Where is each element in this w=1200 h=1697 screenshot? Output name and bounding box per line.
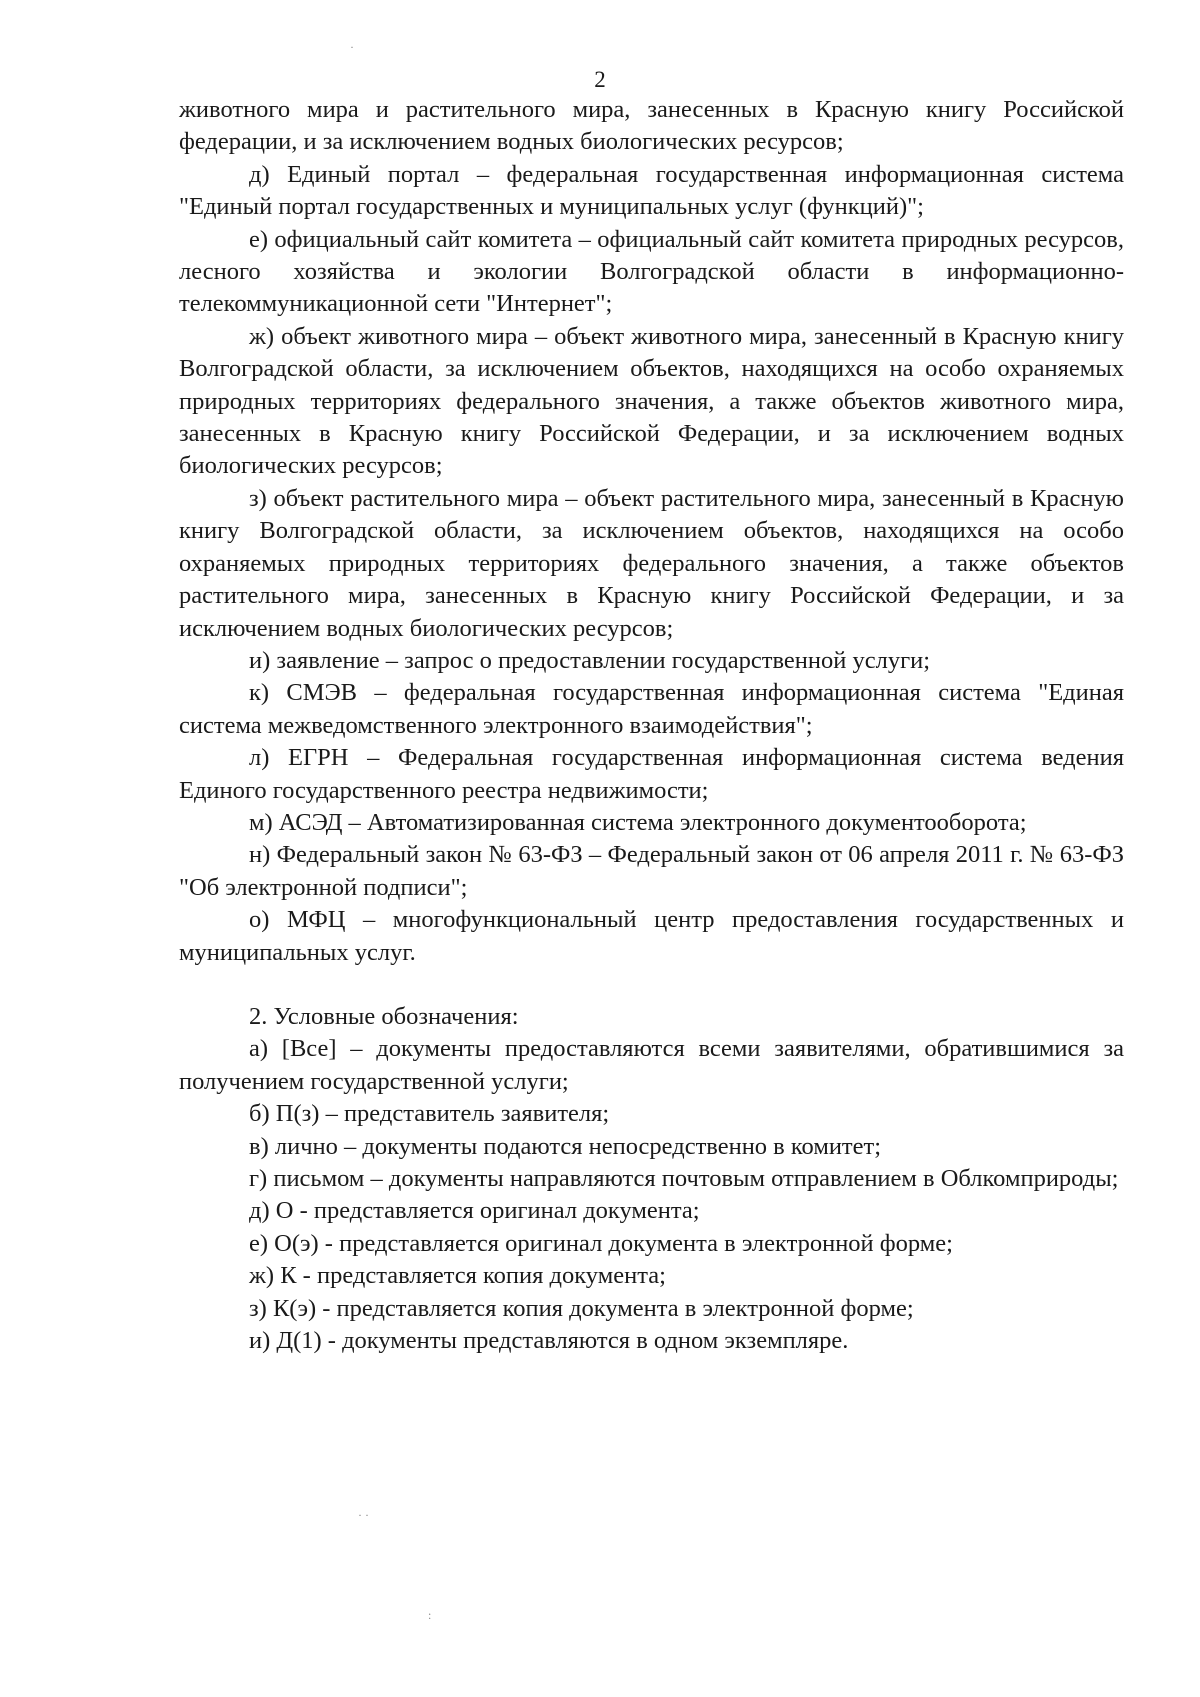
paragraph: д) Единый портал – федеральная государственная информационная система "Единый портал государственных и муниципальных услуг (функций)"; (179, 160, 1124, 221)
paragraph: м) АСЭД – Автоматизированная система электронного документооборота; (249, 808, 1027, 836)
paragraph: з) объект растительного мира – объект растительного мира, занесенный в Красную книгу Волгоградской области, за исключением объектов, находящихся на особо охраняемых природных территориях федерального значения, а также объектов растительного мира, занесенных в Красную книгу Российской Федерации, и за исключением водных биологических ресурсов; (179, 484, 1124, 642)
list-item: з) К(э) - представляется копия документа в электронной форме; (249, 1294, 914, 1322)
paragraph: и) заявление – запрос о предоставлении государственной услуги; (249, 646, 931, 674)
document-body (179, 94, 1124, 1357)
paragraph: животного мира и растительного мира, занесенных в Красную книгу Российской федерации, и за исключением водных биологических ресурсов; (179, 96, 1124, 156)
paragraph: к) СМЭВ – федеральная государственная информационная система "Единая система межведомственного электронного взаимодействия"; (179, 679, 1124, 739)
list-item: в) лично – документы подаются непосредственно в комитет; (249, 1132, 882, 1160)
section-heading: 2. Условные обозначения: (249, 1002, 519, 1030)
paragraph: н) Федеральный закон № 63-ФЗ – Федеральный закон от 06 апреля 2011 г. № 63-ФЗ "Об электронной подписи"; (179, 841, 1124, 901)
scan-speck: · · (358, 1508, 369, 1522)
list-item: а) [Все] – документы предоставляются всеми заявителями, обратившимися за получением государственной услуги; (179, 1035, 1124, 1095)
list-item: д) О - представляется оригинал документа; (249, 1197, 700, 1225)
paragraph: е) официальный сайт комитета – официальный сайт комитета природных ресурсов, лесного хозяйства и экологии Волгоградской области в информационно-телекоммуникационной сети "Интернет"; (179, 225, 1124, 318)
list-item: ж) К - представляется копия документа; (249, 1262, 666, 1290)
scan-speck: : (428, 1608, 432, 1622)
list-item: б) П(з) – представитель заявителя; (249, 1100, 610, 1128)
scan-speck: · (350, 40, 354, 54)
section-spacer (179, 969, 1124, 1001)
list-item: г) письмом – документы направляются почтовым отправлением в Облкомприроды; (249, 1165, 1119, 1192)
list-item: и) Д(1) - документы представляются в одном экземпляре. (249, 1327, 849, 1355)
paragraph: о) МФЦ – многофункциональный центр предоставления государственных и муниципальных услуг. (179, 906, 1124, 966)
page-number: 2 (594, 67, 606, 92)
paragraph: л) ЕГРН – Федеральная государственная информационная система ведения Единого государственного реестра недвижимости; (179, 744, 1124, 804)
list-item: е) О(э) - представляется оригинал документа в электронной форме; (249, 1229, 953, 1257)
paragraph: ж) объект животного мира – объект животного мира, занесенный в Красную книгу Волгоградской области, за исключением объектов, находящихся на особо охраняемых природных территориях федерального значения, а также объектов животного мира, занесенных в Красную книгу Российской Федерации, и за исключением водных биологических ресурсов; (179, 322, 1124, 480)
